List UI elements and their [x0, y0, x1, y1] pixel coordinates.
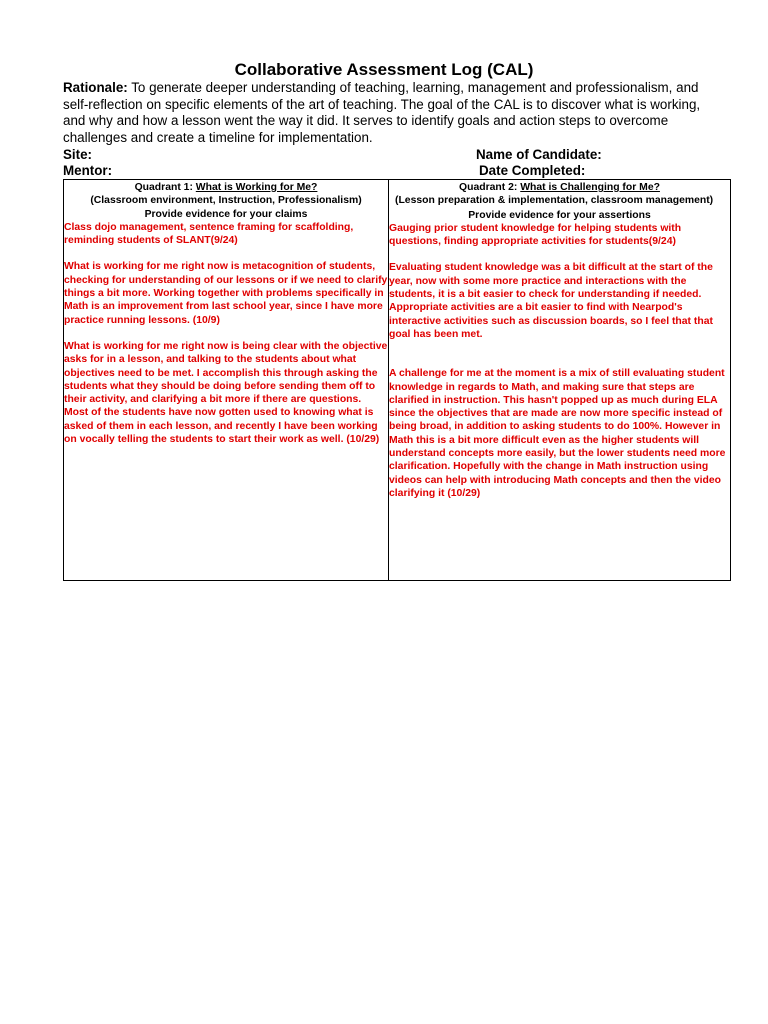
quadrant-2-subtitle: (Lesson preparation & implementation, classroom management) — [395, 195, 714, 207]
quadrant-1-entry-3: What is working for me right now is being clear with the objective asks for in a lesson, and talking to the students about what objectives need to be met. I accomplish this through asking the students what they should be doing before sending them off to their activity, and clarifying a bit more if there are questions. Most of the students have now gotten used to knowing what is asked of them in each lesson, and recently I have been working on vocally telling the students to start their work as well. (10/29) — [64, 340, 388, 446]
quadrant-2-question: What is Challenging for Me? — [520, 182, 660, 193]
quadrant-2 — [389, 180, 730, 500]
quadrant-1-question: What is Working for Me? — [195, 182, 318, 193]
quadrant-1-prefix: Quadrant 1: — [134, 182, 196, 193]
quadrant-1-entry-2: What is working for me right now is metacognition of students, checking for understanding of our lessons or if we need to clarify things a bit more. Working together with problems specifically in Math is an improvement from last school year, since I have more practice running lessons. (10/9) — [64, 261, 388, 326]
quadrant-2-entry-2: Evaluating student knowledge was a bit difficult at the start of the year, now with some more practice and interactions with the students, it is a bit easier to check for understanding if needed. Appropriate activities are a bit easier to find with Nearpod's interactive activities such as discussion boards, so I feel that that goal has been met. — [389, 262, 713, 340]
date-completed-label: Date Completed: — [479, 163, 586, 178]
quadrant-1-entry-1: Class dojo management, sentence framing for scaffolding, reminding students of SLANT(9/24) — [64, 221, 354, 247]
document-title: Collaborative Assessment Log (CAL) — [234, 60, 534, 79]
quadrant-1 — [64, 180, 388, 446]
quadrant-2-entry-1: Gauging prior student knowledge for helping students with questions, finding appropriate activities for students(9/24) — [389, 222, 682, 248]
rationale-text: To generate deeper understanding of teaching, learning, management and professionalism, and self-reflection on specific elements of the art of teaching. The goal of the CAL is to discover what is working, and why and how a lesson went the way it did. It serves to identify goals and action steps to overcome challenges and create a timeline for implementation. — [63, 80, 701, 145]
quadrant-1-subtitle: (Classroom environment, Instruction, Professionalism) — [90, 195, 362, 207]
quadrant-2-header — [389, 181, 730, 222]
rationale-label: Rationale: — [63, 80, 128, 95]
quadrant-2-entry-3: A challenge for me at the moment is a mix of still evaluating student knowledge in regards to Math, and making sure that steps are clarified in instruction. This hasn't popped up as much during ELA since the objectives that are made are now more specific instead of being broad, in addition to asking students to do 100%. However in Math this is a bit more difficult even as the higher students will understand concepts more easily, but the lower students need more clarification. Hopefully with the change in Math instruction using videos can help with introducing Math concepts and then the video clarifying it (10/29) — [389, 368, 726, 499]
candidate-label: Name of Candidate: — [476, 147, 602, 162]
quadrant-2-instruction: Provide evidence for your assertions — [468, 209, 651, 221]
mentor-label: Mentor: — [63, 163, 113, 178]
site-label: Site: — [63, 147, 93, 162]
quadrant-2-prefix: Quadrant 2: — [459, 182, 521, 193]
cal-table — [63, 179, 731, 581]
quadrant-1-instruction: Provide evidence for your claims — [144, 208, 308, 220]
quadrant-1-header — [64, 181, 388, 221]
rationale — [63, 80, 703, 146]
